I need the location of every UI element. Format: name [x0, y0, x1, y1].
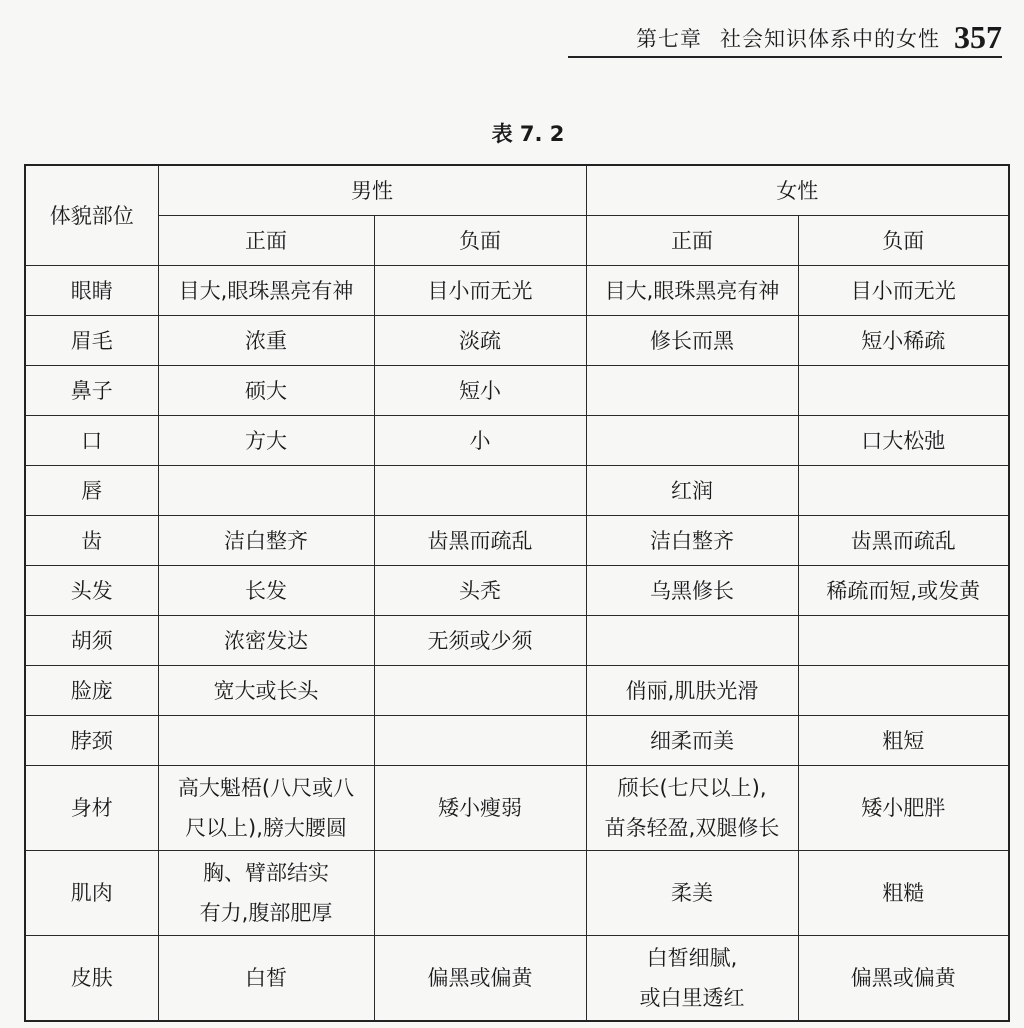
cell-female-negative [798, 616, 1009, 666]
row-label: 唇 [25, 466, 158, 516]
row-label: 肌肉 [25, 851, 158, 936]
table-row [25, 366, 1009, 416]
table-row [25, 666, 1009, 716]
cell-female-negative [798, 366, 1009, 416]
cell-male-negative: 短小 [374, 366, 586, 416]
row-label: 身材 [25, 766, 158, 851]
table-row [25, 566, 1009, 616]
cell-male-positive: 洁白整齐 [158, 516, 374, 566]
cell-female-negative: 粗短 [798, 716, 1009, 766]
cell-male-positive: 方大 [158, 416, 374, 466]
cell-female-positive: 乌黑修长 [586, 566, 798, 616]
cell-male-negative [374, 851, 586, 936]
cell-male-positive: 长发 [158, 566, 374, 616]
cell-female-negative: 粗糙 [798, 851, 1009, 936]
cell-line: 尺以上),膀大腰圆 [185, 816, 347, 840]
page-header [568, 19, 1002, 58]
group-header-female: 女性 [586, 165, 1009, 216]
cell-line: 高大魁梧(八尺或八 [177, 776, 355, 800]
cell-male-negative [374, 466, 586, 516]
cell-male-positive: 浓密发达 [158, 616, 374, 666]
row-label: 皮肤 [25, 936, 158, 1022]
table-row [25, 466, 1009, 516]
cell-female-positive: 目大,眼珠黑亮有神 [586, 266, 798, 316]
row-label: 眼睛 [25, 266, 158, 316]
cell-male-negative: 齿黑而疏乱 [374, 516, 586, 566]
cell-male-positive: 宽大或长头 [158, 666, 374, 716]
table-row [25, 416, 1009, 466]
table-row [25, 266, 1009, 316]
cell-male-negative: 淡疏 [374, 316, 586, 366]
table-body [25, 266, 1009, 1022]
chapter-label: 第七章 [636, 27, 702, 51]
row-label: 鼻子 [25, 366, 158, 416]
row-label: 眉毛 [25, 316, 158, 366]
cell-female-positive [586, 936, 798, 1022]
row-label: 胡须 [25, 616, 158, 666]
cell-line: 颀长(七尺以上), [617, 776, 767, 800]
row-label: 头发 [25, 566, 158, 616]
cell-male-negative: 偏黑或偏黄 [374, 936, 586, 1022]
cell-female-positive: 修长而黑 [586, 316, 798, 366]
subheader-male-negative: 负面 [374, 216, 586, 266]
table-row [25, 766, 1009, 851]
table-row [25, 851, 1009, 936]
cell-male-negative [374, 716, 586, 766]
row-label: 脖颈 [25, 716, 158, 766]
cell-female-positive: 细柔而美 [586, 716, 798, 766]
cell-male-positive [158, 766, 374, 851]
cell-female-negative [798, 666, 1009, 716]
cell-line: 有力,腹部肥厚 [199, 901, 333, 925]
cell-female-negative [798, 466, 1009, 516]
cell-male-positive [158, 851, 374, 936]
cell-male-positive: 硕大 [158, 366, 374, 416]
cell-female-negative: 齿黑而疏乱 [798, 516, 1009, 566]
cell-line: 胸、臂部结实 [203, 861, 329, 885]
cell-male-negative: 目小而无光 [374, 266, 586, 316]
cell-male-negative: 无须或少须 [374, 616, 586, 666]
corner-header: 体貌部位 [25, 165, 158, 266]
cell-line: 苗条轻盈,双腿修长 [604, 816, 780, 840]
subheader-female-positive: 正面 [586, 216, 798, 266]
cell-female-positive: 俏丽,肌肤光滑 [586, 666, 798, 716]
cell-female-negative: 偏黑或偏黄 [798, 936, 1009, 1022]
group-header-male: 男性 [158, 165, 586, 216]
cell-female-positive [586, 616, 798, 666]
cell-line: 白皙细腻, [646, 946, 738, 970]
page-number: 357 [954, 19, 1002, 55]
body-appearance-table [24, 164, 1010, 1022]
cell-female-positive: 洁白整齐 [586, 516, 798, 566]
cell-female-negative: 目小而无光 [798, 266, 1009, 316]
cell-female-positive [586, 366, 798, 416]
cell-male-negative: 小 [374, 416, 586, 466]
row-label: 齿 [25, 516, 158, 566]
cell-line: 或白里透红 [639, 986, 745, 1010]
cell-male-positive [158, 466, 374, 516]
cell-male-negative: 矮小瘦弱 [374, 766, 586, 851]
subheader-female-negative: 负面 [798, 216, 1009, 266]
cell-female-negative: 口大松弛 [798, 416, 1009, 466]
row-label: 脸庞 [25, 666, 158, 716]
table-caption: 表 7. 2 [491, 122, 565, 146]
table-row [25, 316, 1009, 366]
table-row [25, 716, 1009, 766]
row-label: 口 [25, 416, 158, 466]
cell-male-positive: 浓重 [158, 316, 374, 366]
cell-female-negative: 矮小肥胖 [798, 766, 1009, 851]
cell-female-negative: 短小稀疏 [798, 316, 1009, 366]
cell-female-positive [586, 416, 798, 466]
cell-male-positive: 目大,眼珠黑亮有神 [158, 266, 374, 316]
cell-male-negative [374, 666, 586, 716]
chapter-title: 社会知识体系中的女性 [720, 27, 940, 51]
cell-female-positive: 柔美 [586, 851, 798, 936]
table-row [25, 616, 1009, 666]
subheader-male-positive: 正面 [158, 216, 374, 266]
cell-male-positive [158, 716, 374, 766]
cell-female-positive [586, 766, 798, 851]
table-row [25, 936, 1009, 1022]
cell-male-negative: 头秃 [374, 566, 586, 616]
cell-male-positive: 白皙 [158, 936, 374, 1022]
cell-female-positive: 红润 [586, 466, 798, 516]
cell-female-negative: 稀疏而短,或发黄 [798, 566, 1009, 616]
table-row [25, 516, 1009, 566]
